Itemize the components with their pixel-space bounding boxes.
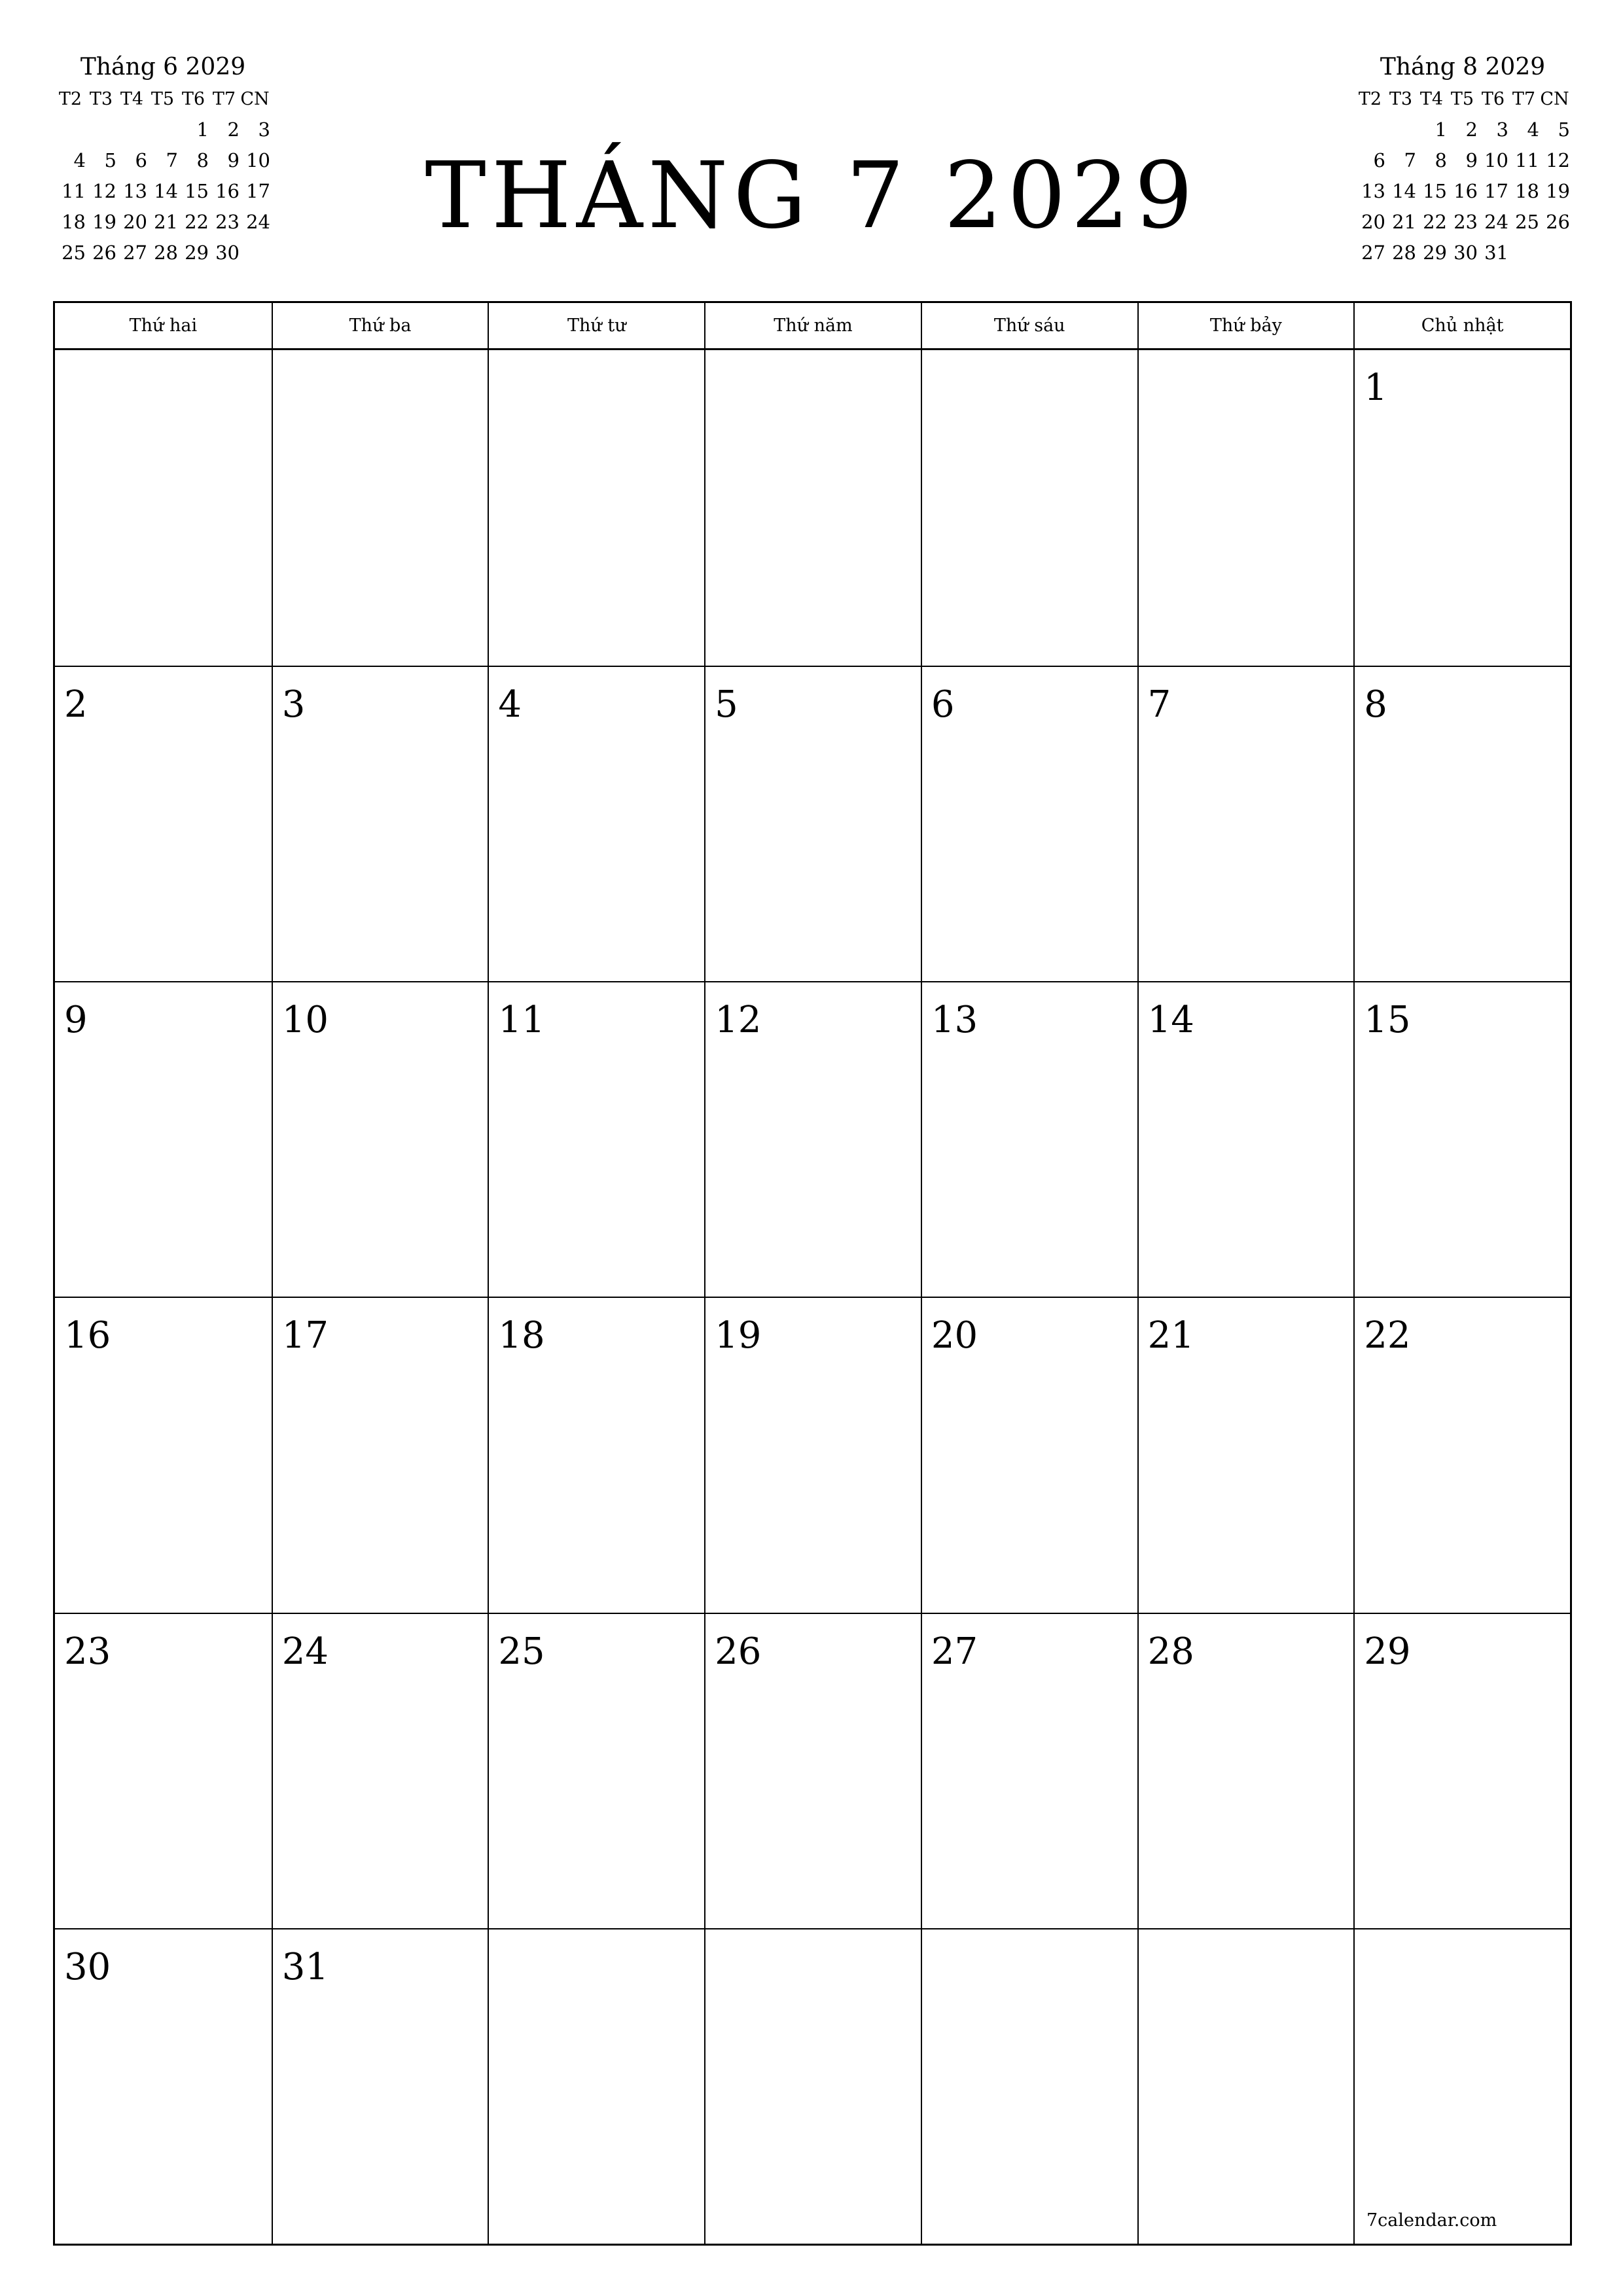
mini-day: 24 (246, 211, 270, 233)
mini-day: 30 (215, 242, 240, 264)
day-cell (55, 666, 272, 981)
day-cell (1353, 981, 1570, 1297)
day-cell (488, 981, 704, 1297)
mini-day: 25 (62, 242, 86, 264)
day-cell (488, 350, 704, 666)
mini-day: 21 (1392, 211, 1416, 233)
mini-day: 5 (104, 149, 116, 171)
day-cell (921, 1928, 1137, 2244)
day-cell (55, 1928, 272, 2244)
mini-day: 15 (1423, 180, 1447, 202)
day-number: 5 (715, 683, 738, 726)
mini-weekday-header: T5 (151, 89, 175, 109)
mini-weekday-header: T4 (120, 89, 144, 109)
day-number: 10 (281, 999, 329, 1042)
mini-day: 22 (185, 211, 209, 233)
day-cell (1353, 1297, 1570, 1612)
mini-day: 19 (1546, 180, 1570, 202)
mini-day: 6 (1373, 149, 1385, 171)
day-cell (921, 666, 1137, 981)
day-number: 16 (64, 1314, 111, 1357)
day-cell (1137, 350, 1354, 666)
day-cell (1353, 1613, 1570, 1928)
footer-site-label: 7calendar.com (1366, 2210, 1497, 2231)
weekday-header: Chủ nhật (1353, 303, 1570, 348)
mini-day: 1 (1435, 118, 1447, 141)
mini-day: 5 (1558, 118, 1570, 141)
day-cell (272, 666, 488, 981)
mini-day: 8 (1435, 149, 1447, 171)
day-cell (704, 1297, 921, 1612)
day-cell (921, 1613, 1137, 1928)
mini-day: 24 (1484, 211, 1508, 233)
mini-weekday-header: T4 (1419, 89, 1444, 109)
day-cell (1137, 981, 1354, 1297)
mini-day: 1 (196, 118, 209, 141)
day-number: 26 (715, 1630, 762, 1673)
day-cell (1137, 1613, 1354, 1928)
mini-day: 4 (1527, 118, 1539, 141)
day-cell (921, 1297, 1137, 1612)
day-number: 8 (1364, 683, 1387, 726)
mini-day: 4 (73, 149, 86, 171)
day-number: 19 (715, 1314, 762, 1357)
mini-day: 14 (154, 180, 178, 202)
day-cell (272, 350, 488, 666)
day-cell (488, 666, 704, 981)
day-number: 17 (281, 1314, 329, 1357)
mini-weekday-header: T6 (181, 89, 205, 109)
mini-weekday-header: T2 (58, 89, 82, 109)
day-number: 21 (1147, 1314, 1194, 1357)
mini-day: 12 (92, 180, 116, 202)
day-number: 9 (64, 999, 88, 1042)
mini-day: 13 (1361, 180, 1385, 202)
mini-weekday-header: CN (1540, 89, 1569, 109)
day-cell (488, 1928, 704, 2244)
mini-day: 10 (1484, 149, 1508, 171)
mini-day: 8 (196, 149, 209, 171)
day-cell (1137, 1928, 1354, 2244)
mini-day: 3 (258, 118, 270, 141)
weekday-header: Thứ ba (272, 303, 488, 348)
mini-day: 27 (1361, 242, 1385, 264)
day-cell (921, 350, 1137, 666)
day-number: 30 (64, 1945, 111, 1988)
day-cell (488, 1297, 704, 1612)
mini-day: 7 (1404, 149, 1416, 171)
day-number: 7 (1147, 683, 1171, 726)
mini-weekday-header: T3 (1389, 89, 1413, 109)
mini-day: 15 (185, 180, 209, 202)
day-cell (1137, 666, 1354, 981)
mini-calendar-next-month (1355, 51, 1571, 268)
day-number: 3 (281, 683, 306, 726)
mini-day: 23 (215, 211, 240, 233)
weekday-header: Thứ năm (704, 303, 921, 348)
day-number: 4 (498, 683, 522, 726)
mini-day: 3 (1496, 118, 1508, 141)
mini-day (1508, 238, 1539, 268)
day-number: 13 (931, 999, 978, 1042)
day-number: 11 (498, 999, 545, 1042)
mini-day: 11 (62, 180, 86, 202)
page-title: THÁNG 7 2029 (425, 143, 1198, 249)
mini-day: 13 (123, 180, 147, 202)
mini-day: 16 (1454, 180, 1478, 202)
day-number: 20 (931, 1314, 978, 1357)
day-cell (488, 1613, 704, 1928)
mini-day (1539, 238, 1570, 268)
mini-day: 28 (1392, 242, 1416, 264)
mini-weekday-header: T6 (1481, 89, 1505, 109)
day-cell (1353, 1928, 1570, 2244)
day-cell (1353, 350, 1570, 666)
mini-calendar-title: Tháng 8 2029 (1380, 54, 1546, 81)
day-number: 28 (1147, 1630, 1194, 1673)
mini-day (1355, 115, 1385, 145)
day-cell (55, 350, 272, 666)
mini-day: 18 (1515, 180, 1539, 202)
day-cell (1137, 1297, 1354, 1612)
day-cell (704, 1613, 921, 1928)
mini-day: 14 (1392, 180, 1416, 202)
day-number: 2 (64, 683, 88, 726)
mini-day: 20 (123, 211, 147, 233)
day-number: 1 (1364, 367, 1387, 409)
day-number: 29 (1364, 1630, 1411, 1673)
mini-day: 9 (1465, 149, 1478, 171)
mini-calendar-title: Tháng 6 2029 (80, 54, 246, 81)
mini-weekday-header: T5 (1450, 89, 1474, 109)
day-cell (272, 1928, 488, 2244)
mini-day: 25 (1515, 211, 1539, 233)
mini-day: 30 (1454, 242, 1478, 264)
mini-day: 19 (92, 211, 116, 233)
mini-day: 18 (62, 211, 86, 233)
mini-day: 31 (1484, 242, 1508, 264)
mini-day (1385, 115, 1416, 145)
day-cell (1353, 666, 1570, 981)
day-number: 6 (931, 683, 955, 726)
mini-weekday-header: T3 (89, 89, 113, 109)
mini-day: 2 (227, 118, 240, 141)
month-grid (53, 301, 1572, 2246)
mini-day: 9 (227, 149, 240, 171)
mini-day: 2 (1465, 118, 1478, 141)
mini-calendar-grid (1355, 84, 1571, 268)
weekday-header: Thứ sáu (921, 303, 1137, 348)
mini-day: 12 (1546, 149, 1570, 171)
days-grid (55, 350, 1570, 2244)
mini-weekday-header: T7 (1512, 89, 1536, 109)
mini-day: 11 (1515, 149, 1539, 171)
day-cell (55, 1297, 272, 1612)
mini-day: 21 (154, 211, 178, 233)
mini-day: 28 (154, 242, 178, 264)
mini-day: 16 (215, 180, 240, 202)
day-cell (704, 350, 921, 666)
weekday-header: Thứ hai (129, 315, 198, 336)
day-cell (55, 981, 272, 1297)
mini-day: 26 (1546, 211, 1570, 233)
day-cell (704, 981, 921, 1297)
day-number: 25 (498, 1630, 545, 1673)
weekday-header: Thứ tư (488, 303, 704, 348)
mini-day: 10 (246, 149, 270, 171)
day-cell (55, 1613, 272, 1928)
weekday-header-row (55, 303, 1570, 350)
day-cell (272, 981, 488, 1297)
mini-day: 29 (1423, 242, 1447, 264)
mini-day: 23 (1454, 211, 1478, 233)
day-number: 14 (1147, 999, 1194, 1042)
day-number: 22 (1364, 1314, 1411, 1357)
mini-day: 29 (185, 242, 209, 264)
day-cell (921, 981, 1137, 1297)
mini-day: 22 (1423, 211, 1447, 233)
mini-weekday-header: CN (240, 89, 270, 109)
day-number: 18 (498, 1314, 545, 1357)
mini-day: 6 (135, 149, 147, 171)
day-number: 15 (1364, 999, 1411, 1042)
mini-day: 20 (1361, 211, 1385, 233)
mini-day: 27 (123, 242, 147, 264)
weekday-header: Thứ bảy (1137, 303, 1354, 348)
mini-weekday-header: T7 (212, 89, 236, 109)
mini-day: 17 (1484, 180, 1508, 202)
day-cell (704, 1928, 921, 2244)
mini-day: 7 (166, 149, 178, 171)
day-cell (704, 666, 921, 981)
day-number: 23 (64, 1630, 111, 1673)
mini-day: 17 (246, 180, 270, 202)
day-cell (272, 1297, 488, 1612)
day-number: 27 (931, 1630, 978, 1673)
mini-day: 26 (92, 242, 116, 264)
mini-weekday-header: T2 (1358, 89, 1382, 109)
day-cell (272, 1613, 488, 1928)
day-number: 24 (281, 1630, 329, 1673)
day-number: 31 (281, 1945, 329, 1988)
day-number: 12 (715, 999, 762, 1042)
